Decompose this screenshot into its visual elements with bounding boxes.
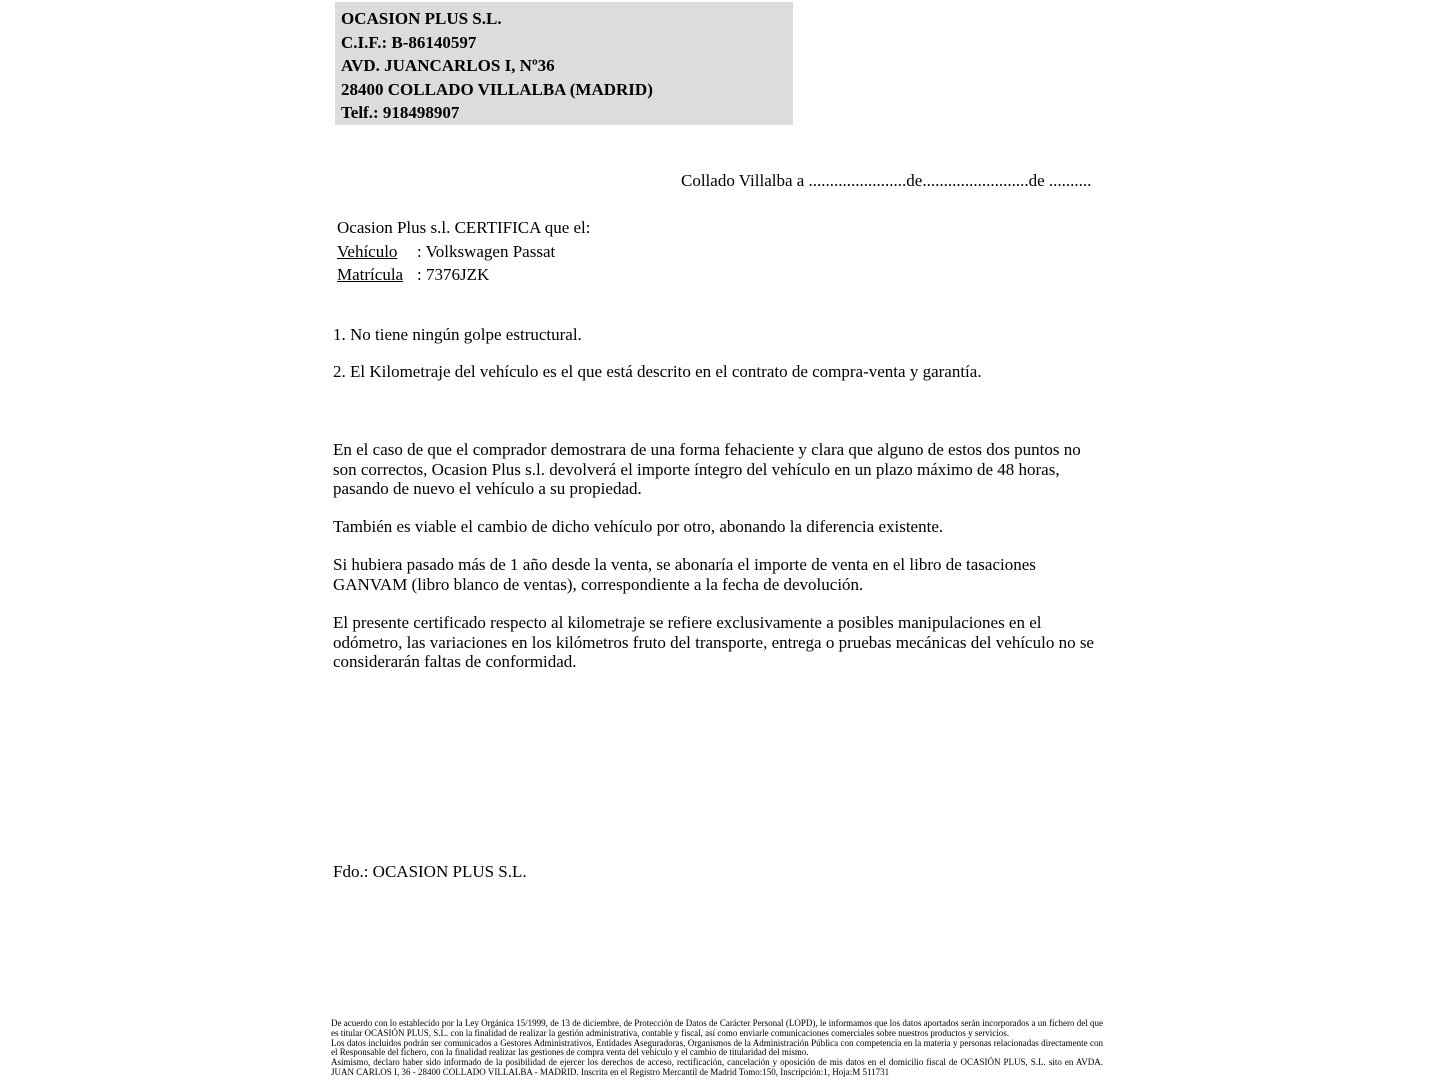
legal-footer: [331, 1019, 1103, 1078]
certify-intro: Ocasion Plus s.l. CERTIFICA que el:: [337, 218, 591, 237]
company-name: OCASION PLUS S.L.: [341, 9, 502, 28]
point-2: 2. El Kilometraje del vehículo es el que está descrito en el contrato de compra-venta y garantía.: [333, 362, 982, 382]
paragraph-refund: En el caso de que el comprador demostrara de una forma fehaciente y clara que alguno de estos dos puntos no son correctos, Ocasion Plus s.l. devolverá el importe íntegro del vehículo en un plazo máximo de 48 horas, pasando de nuevo el vehículo a su propiedad.: [333, 440, 1081, 499]
date-line: Collado Villalba a .......................de.........................de ..........: [681, 171, 1092, 190]
plate-label: Matrícula: [337, 265, 404, 284]
vehicle-label: Vehículo: [337, 241, 398, 261]
points-block: [333, 325, 1103, 399]
legal-paragraph-lopd: De acuerdo con lo establecido por la Ley Orgánica 15/1999, de 13 de diciembre, de Protección de Datos de Carácter Personal (LOPD), le informamos que los datos aportados serán incorporados a un fichero del que es titular OCASIÓN PLUS, S.L. con la finalidad de realizar la gestión administrativa, contable y fiscal, así como enviarle comunicaciones comerciales sobre nuestros productos y servicios.: [331, 1018, 1103, 1038]
company-phone: Telf.: 918498907: [341, 103, 460, 123]
paragraph-exchange: También es viable el cambio de dicho vehículo por otro, abonando la diferencia existente.: [333, 517, 944, 537]
signature-line: Fdo.: OCASION PLUS S.L.: [333, 862, 527, 881]
company-cif: C.I.F.: B-86140597: [341, 32, 477, 52]
body-paragraphs: [333, 440, 1096, 690]
legal-paragraph-data-sharing: Los datos incluidos podrán ser comunicados a Gestores Administrativos, Entidades Aseguradoras, Organismos de la Administración Pública con competencia en la materia y personas relacionadas directamente con el Responsable del fichero, con la finalidad realizar las gestiones de compra venta del vehículo y el cambio de titularidad del mismo.: [331, 1037, 1103, 1058]
plate-value: : 7376JZK: [417, 265, 490, 284]
vehicle-value: : Volkswagen Passat: [417, 241, 556, 261]
paragraph-odometer: El presente certificado respecto al kilometraje se refiere exclusivamente a posibles manipulaciones en el odómetro, las variaciones en los kilómetros fruto del transporte, entrega o pruebas mecánicas del vehículo no se considerarán faltas de conformidad.: [333, 613, 1094, 672]
legal-paragraph-rights: Asimismo, declaro haber sido informado de la posibilidad de ejercer los derechos de acceso, rectificación, cancelación y oposición de mis datos en el domicilio fiscal de OCASIÓN PLUS, S.L. sito en AVDA. JUAN CARLOS I, 36 - 28400 COLLADO VILLALBA - MADRID. Inscrita en el Registro Mercantil de Madrid Tomo:150, Inscripción:1, Hoja:M 511731: [331, 1057, 1103, 1077]
certification-block: [337, 216, 591, 287]
company-city: 28400 COLLADO VILLALBA (MADRID): [341, 79, 653, 99]
company-header-box: [335, 2, 793, 125]
company-address: AVD. JUANCARLOS I, Nº36: [341, 56, 555, 76]
plate-row: [337, 263, 591, 287]
vehicle-row: [337, 240, 591, 264]
point-1: 1. No tiene ningún golpe estructural.: [333, 325, 582, 344]
paragraph-ganvam: Si hubiera pasado más de 1 año desde la venta, se abonaría el importe de venta en el libro de tasaciones GANVAM (libro blanco de ventas), correspondiente a la fecha de devolución.: [333, 555, 1036, 594]
